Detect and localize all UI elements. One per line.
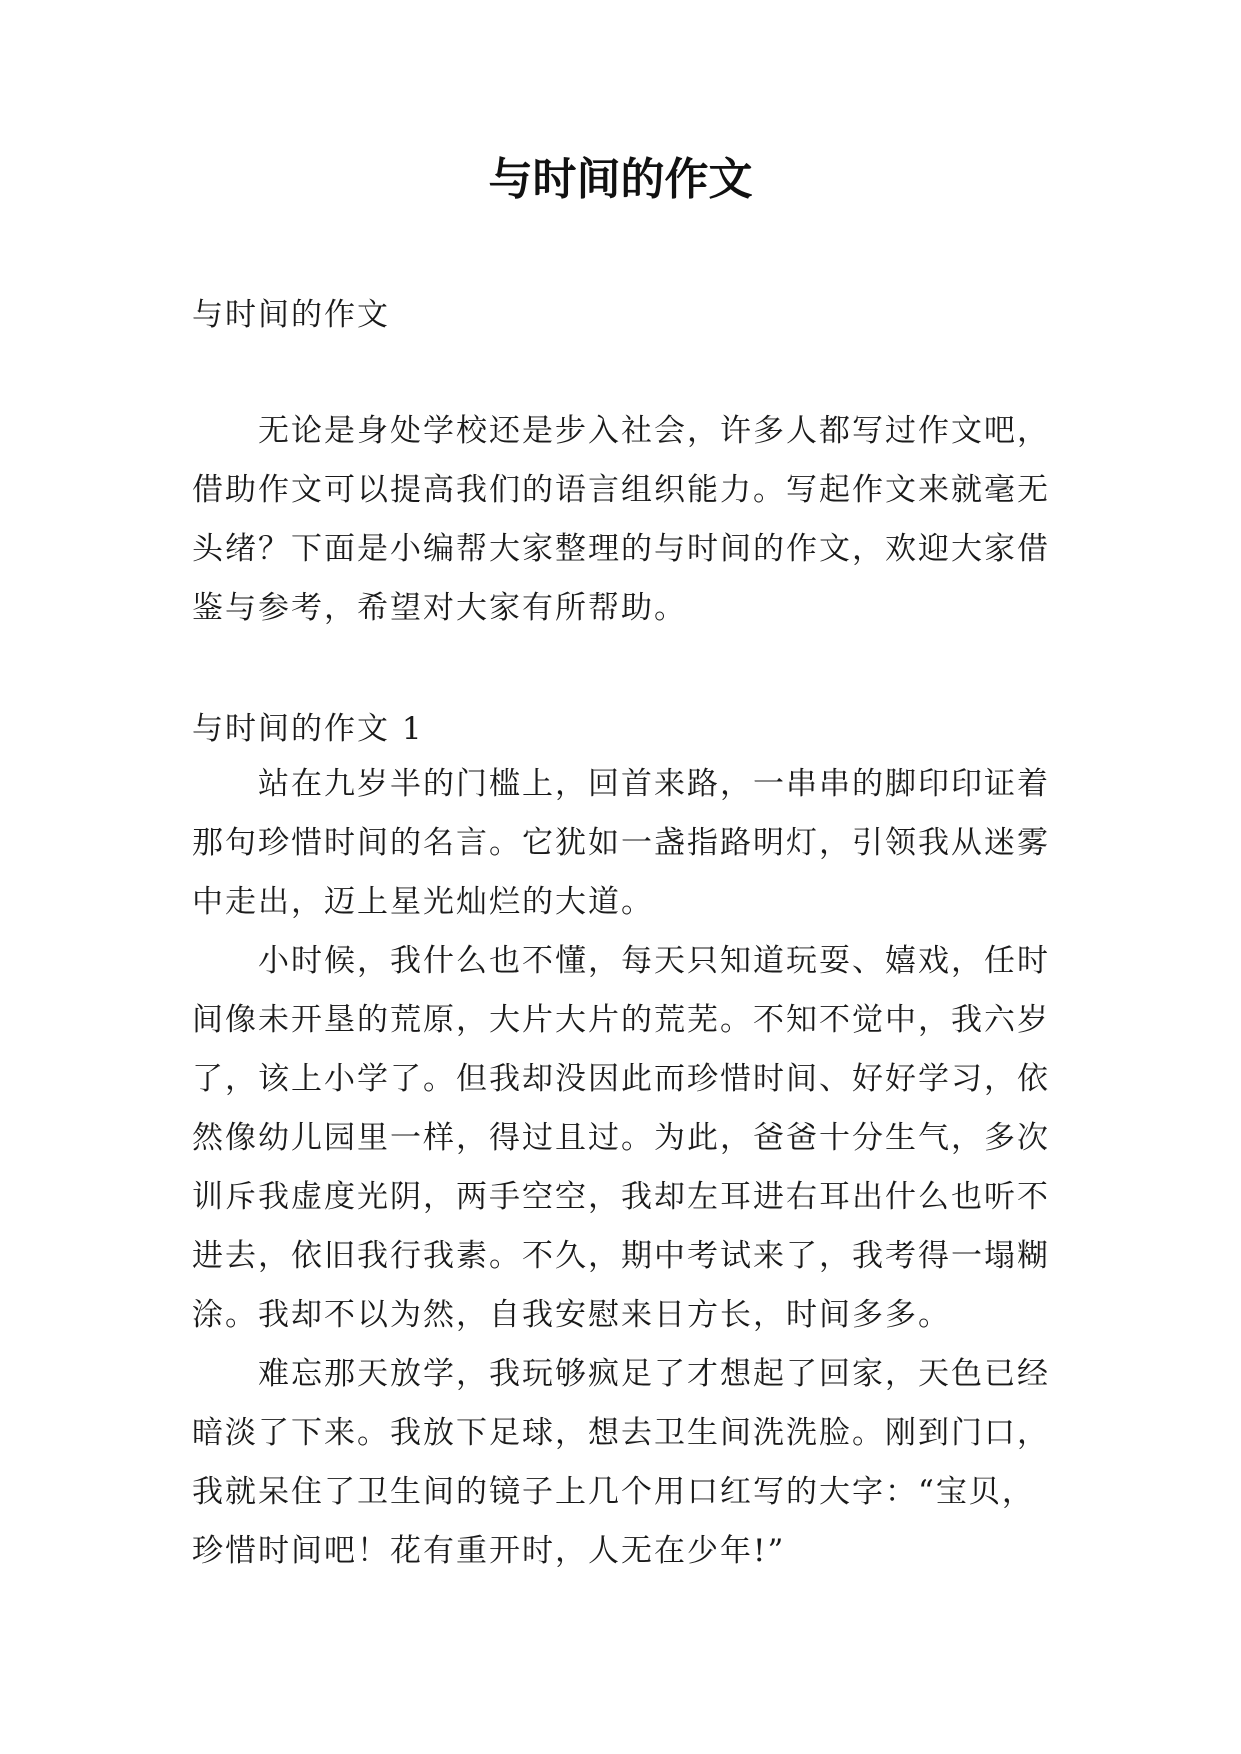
body-paragraph-2: 小时候，我什么也不懂，每天只知道玩耍、嬉戏，任时间像未开垦的荒原，大片大片的荒芜。不知不觉中，我六岁了，该上小学了。但我却没因此而珍惜时间、好好学习，依然像幼儿园里一样，得过且过。为此，爸爸十分生气，多次训斥我虚度光阴，两手空空，我却左耳进右耳出什么也听不进去，依旧我行我素。不久，期中考试来了，我考得一塌糊涂。我却不以为然，自我安慰来日方长，时间多多。 [192,943,1050,1333]
body-paragraph-3: 难忘那天放学，我玩够疯足了才想起了回家，天色已经暗淡了下来。我放下足球，想去卫生间洗洗脸。刚到门口，我就呆住了卫生间的镜子上几个用口红写的大字：“宝贝，珍惜时间吧！花有重开时，人无在少年!” [192,1356,1050,1569]
document-title: 与时间的作文 [488,154,753,205]
section-heading: 与时间的作文 1 [192,711,424,747]
body-paragraph-1: 站在九岁半的门槛上，回首来路，一串串的脚印印证着那句珍惜时间的名言。它犹如一盏指路明灯，引领我从迷雾中走出，迈上星光灿烂的大道。 [192,766,1050,920]
intro-paragraph: 无论是身处学校还是步入社会，许多人都写过作文吧，借助作文可以提高我们的语言组织能力。写起作文来就毫无头绪？下面是小编帮大家整理的与时间的作文，欢迎大家借鉴与参考，希望对大家有所帮助。 [192,413,1050,626]
document-subtitle: 与时间的作文 [192,297,390,333]
